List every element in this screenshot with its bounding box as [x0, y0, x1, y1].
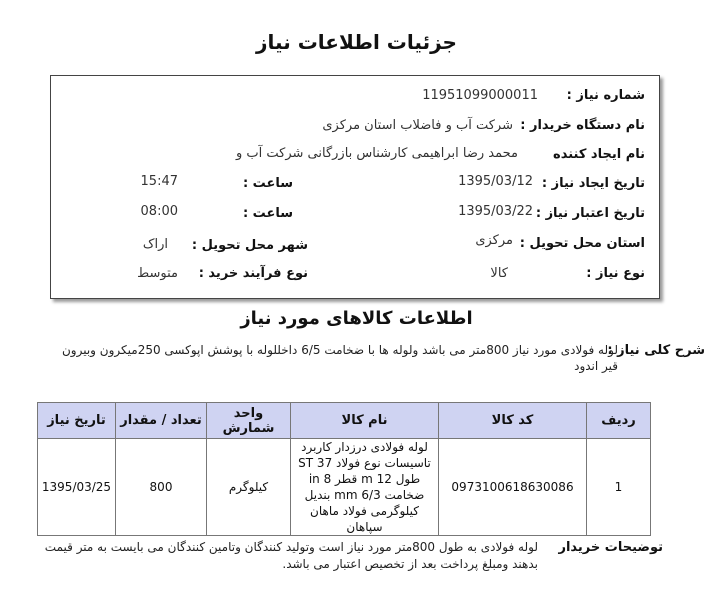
delivery-city-value: اراک — [142, 237, 168, 252]
buyer-notes-value: لوله فولادی به طول 800متر مورد نیاز است وتولید کنندگان وتامین کنندگان می بایست به متر قیمت بدهند ومبلغ پرداخت بعد از تخصیص اعتبار می باشد. — [44, 540, 538, 571]
table-row — [38, 439, 651, 536]
creation-time-value: 15:47 — [140, 174, 178, 189]
creator-value: محمد رضا ابراهیمی کارشناس بازرگانی شرکت آب و — [235, 146, 518, 161]
header-goods-code: کد کالا — [439, 403, 587, 439]
cell-goods-name: لوله فولادی درزدار کاربرد تاسیسات نوع فولاد ST 37 طول 12 m قطر 8 in ضخامت 6/3 mm بندیل کیلوگرمی فولاد ماهان سپاهان — [291, 439, 439, 536]
creation-date-value: 1395/03/12 — [458, 174, 533, 189]
header-row-number: ردیف — [587, 403, 651, 439]
goods-section-title: اطلاعات کالاهای مورد نیاز — [240, 308, 473, 329]
creator-label: نام ایجاد کننده — [553, 147, 645, 162]
header-quantity: تعداد / مقدار — [116, 403, 207, 439]
buyer-notes-label: توضیحات خریدار — [558, 540, 663, 555]
delivery-province-value: مرکزی — [475, 233, 513, 248]
cell-goods-code: 0973100618630086 — [439, 439, 587, 536]
general-description-value: لوله فولادی مورد نیاز 800متر می باشد ولوله ها با ضخامت 6/5 داخللوله با پوشش اپوکسی 250میکرون وبیرون قیر اندود — [61, 343, 618, 373]
validity-time-value: 08:00 — [140, 204, 178, 219]
goods-table — [37, 402, 651, 536]
page-title: جزئیات اطلاعات نیاز — [256, 30, 457, 54]
cell-row-number: 1 — [587, 439, 651, 536]
delivery-city-label: شهر محل تحویل : — [191, 238, 308, 253]
cell-quantity: 800 — [116, 439, 207, 536]
header-goods-name: نام کالا — [291, 403, 439, 439]
creation-time-label: ساعت : — [242, 176, 293, 191]
validity-date-label: تاریخ اعتبار نیاز : — [535, 206, 645, 221]
buyer-org-label: نام دستگاه خریدار : — [520, 118, 645, 133]
process-type-value: متوسط — [137, 266, 178, 281]
header-need-date: تاریخ نیاز — [38, 403, 116, 439]
buyer-org-value: شرکت آب و فاضلاب استان مرکزی — [322, 118, 513, 133]
creation-date-label: تاریخ ایجاد نیاز : — [541, 176, 645, 191]
general-description-label: شرح کلی نیاز : — [607, 343, 705, 358]
need-number-value: 1195109900001‌1 — [422, 88, 538, 103]
validity-time-label: ساعت : — [242, 206, 293, 221]
process-type-label: نوع فرآیند خرید : — [198, 266, 308, 281]
cell-unit: کیلوگرم — [207, 439, 291, 536]
need-type-label: نوع نیاز : — [586, 266, 645, 281]
goods-table-header — [38, 403, 651, 439]
need-number-label: شماره نیاز : — [566, 88, 645, 103]
validity-date-value: 1395/03/22 — [458, 204, 533, 219]
delivery-province-label: استان محل تحویل : — [519, 236, 645, 251]
header-unit: واحد شمارش — [207, 403, 291, 439]
cell-need-date: 1395/03/25 — [38, 439, 116, 536]
need-type-value: کالا — [490, 266, 508, 281]
